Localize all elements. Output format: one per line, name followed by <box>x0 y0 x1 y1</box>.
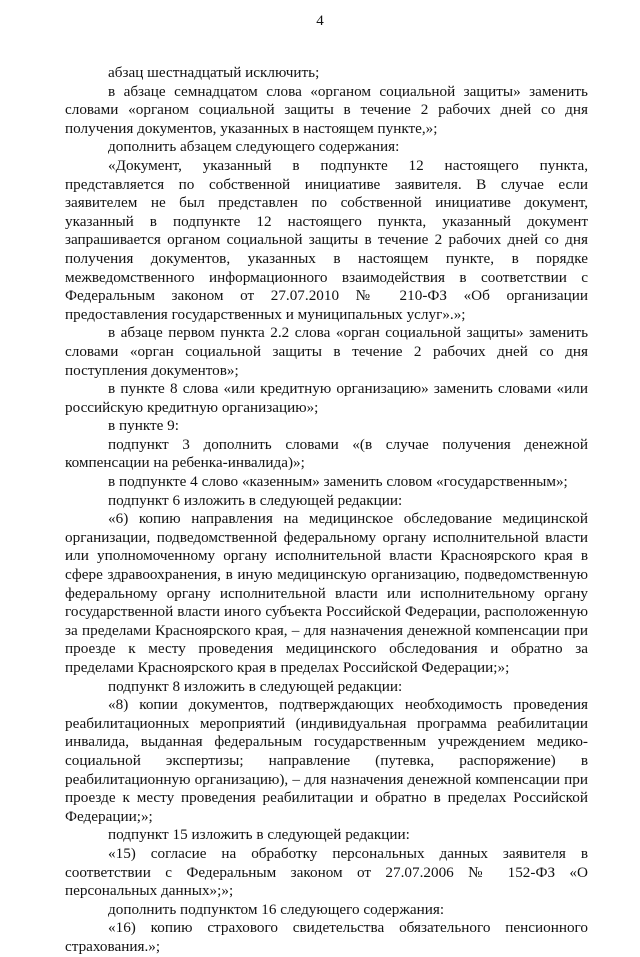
paragraph: «16) копию страхового свидетельства обязательного пенсионного страхования.»; <box>65 919 588 955</box>
paragraph: дополнить подпунктом 16 следующего содержания: <box>108 900 445 918</box>
paragraph: абзац шестнадцатый исключить; <box>108 64 320 81</box>
paragraph: в абзаце семнадцатом слова «органом социальной защиты» заменить словами «органом социальной защиты в течение 2 рабочих дней со дня получения документов, указанных в настоящем пункте,»; <box>65 82 588 137</box>
paragraph: дополнить абзацем следующего содержания: <box>108 138 400 156</box>
paragraph: в абзаце первом пункта 2.2 слова «орган социальной защиты» заменить словами «орган социальной защиты в течение 2 рабочих дней со дня поступления документов»; <box>65 324 588 379</box>
paragraph: «6) копию направления на медицинское обследование медицинской организации, подведомственной федеральному органу исполнительной власти или уполномоченному органу исполнительной власти Красноярского края в сфере здравоохранения, в иную медицинскую организацию, подведомственную федеральному органу исполнительной власти или исполнительному органу государственной власти иного субъекта Российской Федерации, расположенную за пределами Красноярского края, – для назначения денежной компенсации при проезде к месту проведения медицинского обследования и обратно за пределами Красноярского края в пределах Российской Федерации;»; <box>65 510 588 676</box>
page-number: 4 <box>316 13 324 29</box>
paragraph: в пункте 9: <box>108 417 179 435</box>
paragraph: в подпункте 4 слово «казенным» заменить словом «государственным»; <box>108 473 568 491</box>
paragraph: подпункт 8 изложить в следующей редакции: <box>108 677 403 695</box>
paragraph: «15) согласие на обработку персональных данных заявителя в соответствии с Федеральным законом от 27.07.2006 № 152-ФЗ «О персональных данных»;»; <box>65 844 588 900</box>
paragraph: «8) копии документов, подтверждающих необходимость проведения реабилитационных мероприятий (индивидуальная программа реабилитации инвалида, выданная федеральным государственным учреждением медико-социальной экспертизы; направление (путевка, распоряжение) в реабилитационную организацию), – для назначения денежной компенсации при проезде к месту проведения реабилитации и обратно в пределах Российской Федерации;»; <box>65 696 588 825</box>
paragraph: подпункт 15 изложить в следующей редакции: <box>108 826 410 844</box>
paragraph: «Документ, указанный в подпункте 12 настоящего пункта, представляется по собственной инициативе заявителя. В случае если заявителем не был представлен по собственной инициативе документ, указанный в подпункте 12 настоящего пункта, указанный документ запрашивается органом социальной защиты в течение 2 рабочих дней со дня получения документов, указанных в настоящем пункте, в порядке межведомственного информационного взаимодействия в соответствии с Федеральным законом от 27.07.2010 № 210-ФЗ «Об организации предоставления государственных и муниципальных услуг».»; <box>65 156 588 323</box>
paragraph: подпункт 3 дополнить словами «(в случае получения денежной компенсации на ребенка-инвалида)»; <box>65 435 588 472</box>
document-body <box>65 64 588 957</box>
paragraph: подпункт 6 изложить в следующей редакции: <box>108 491 403 509</box>
paragraph: в пункте 8 слова «или кредитную организацию» заменить словами «или российскую кредитную организацию»; <box>65 380 588 416</box>
